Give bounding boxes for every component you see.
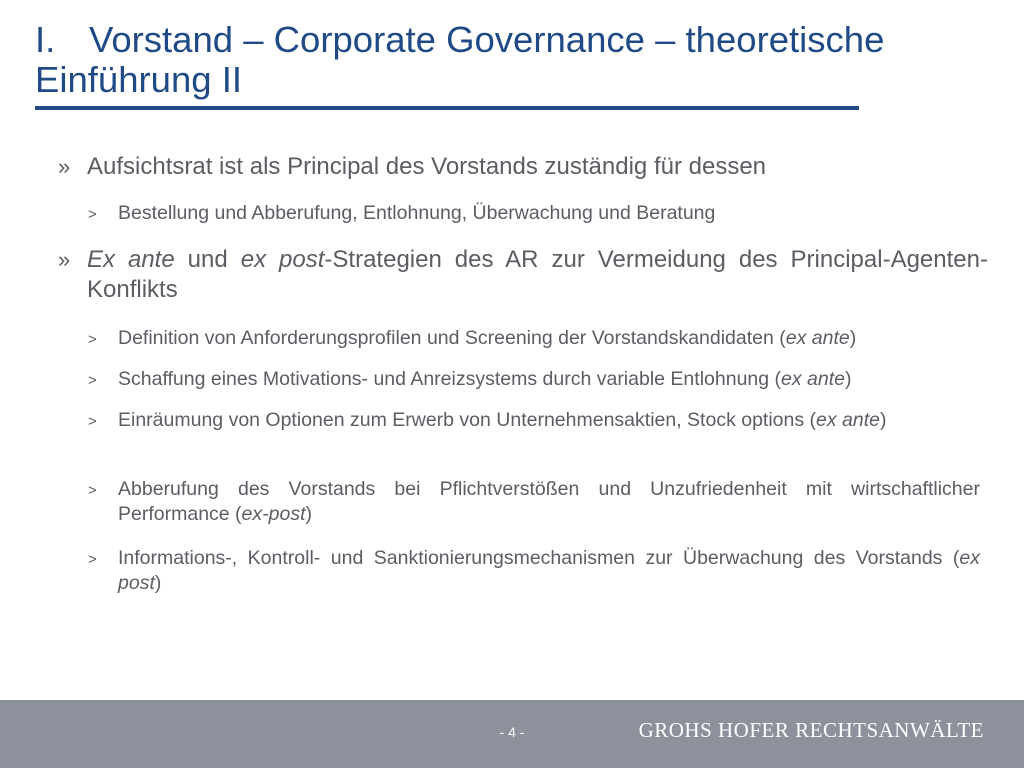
page-number: - 4 - (499, 724, 525, 740)
sub-bullet-marker: > (88, 372, 97, 389)
bullet-2-text (87, 245, 988, 305)
bullet-2-sub-3-text (118, 408, 980, 433)
bullet-2-mid: und (174, 246, 241, 273)
bullet-2-sub-4 (88, 477, 980, 527)
title-number: I. (35, 19, 56, 60)
bullet-2-sub-2-text (118, 367, 980, 392)
sub-italic: ex ante (781, 368, 845, 390)
bullet-2-sub-5-text (118, 546, 980, 596)
sub-text: Schaffung eines Motivations- und Anreizsystems durch variable Entlohnung ( (118, 368, 782, 390)
bullet-2-sub-3 (88, 408, 980, 433)
sub-bullet-marker: > (88, 331, 97, 348)
sub-close: ) (305, 503, 312, 525)
sub-text: Abberufung des Vorstands bei Pflichtverstößen und Unzufriedenheit mit wirtschaftlicher Performance ( (118, 478, 980, 525)
bullet-2-sub-4-text (118, 477, 980, 527)
bullet-2-sub-2 (88, 367, 980, 392)
bullet-2-sub-1 (88, 326, 980, 351)
sub-text: Informations-, Kontroll- und Sanktionierungsmechanismen zur Überwachung des Vorstands ( (118, 547, 960, 569)
bullet-2-sub-1-text (118, 326, 980, 351)
bullet-marker: » (58, 247, 71, 272)
bullet-2 (58, 245, 988, 305)
sub-italic: ex ante (785, 327, 850, 349)
sub-italic: ex post (118, 547, 980, 594)
sub-close: ) (880, 409, 887, 431)
sub-bullet-marker: > (88, 551, 97, 568)
sub-close: ) (154, 572, 162, 594)
sub-text: Einräumung von Optionen zum Erwerb von Unternehmensaktien, Stock options ( (118, 409, 817, 431)
sub-italic: ex-post (241, 503, 306, 525)
bullet-1-text: Aufsichtsrat ist als Principal des Vorstands zuständig für dessen (87, 153, 767, 180)
brand-logo-text: GROHS HOFER RECHTSANWÄLTE (638, 718, 984, 742)
title-line-2: Einführung II (35, 59, 242, 100)
title-underline (35, 106, 859, 110)
sub-bullet-marker: > (88, 413, 97, 430)
sub-italic: ex ante (816, 409, 880, 431)
bullet-1 (58, 152, 988, 182)
bullet-2-rest: -Strategien des AR zur Vermeidung des Principal-Agenten-Konflikts (87, 246, 988, 303)
slide-title (35, 20, 995, 100)
title-line-1: Vorstand – Corporate Governance – theoretische (89, 19, 885, 60)
sub-text: Definition von Anforderungsprofilen und Screening der Vorstandskandidaten ( (118, 327, 786, 349)
footer-bar (0, 700, 1024, 768)
sub-bullet-marker: > (88, 206, 97, 223)
bullet-2-italic-1: Ex ante (87, 246, 175, 273)
bullet-2-sub-5 (88, 546, 980, 596)
bullet-1-sub-1-text: Bestellung und Abberufung, Entlohnung, Überwachung und Beratung (118, 202, 716, 224)
sub-close: ) (844, 368, 852, 390)
sub-bullet-marker: > (88, 482, 97, 499)
sub-close: ) (849, 327, 857, 349)
bullet-1-sub-1 (88, 201, 980, 226)
bullet-marker: » (58, 154, 71, 179)
bullet-2-italic-2: ex post (240, 246, 325, 273)
